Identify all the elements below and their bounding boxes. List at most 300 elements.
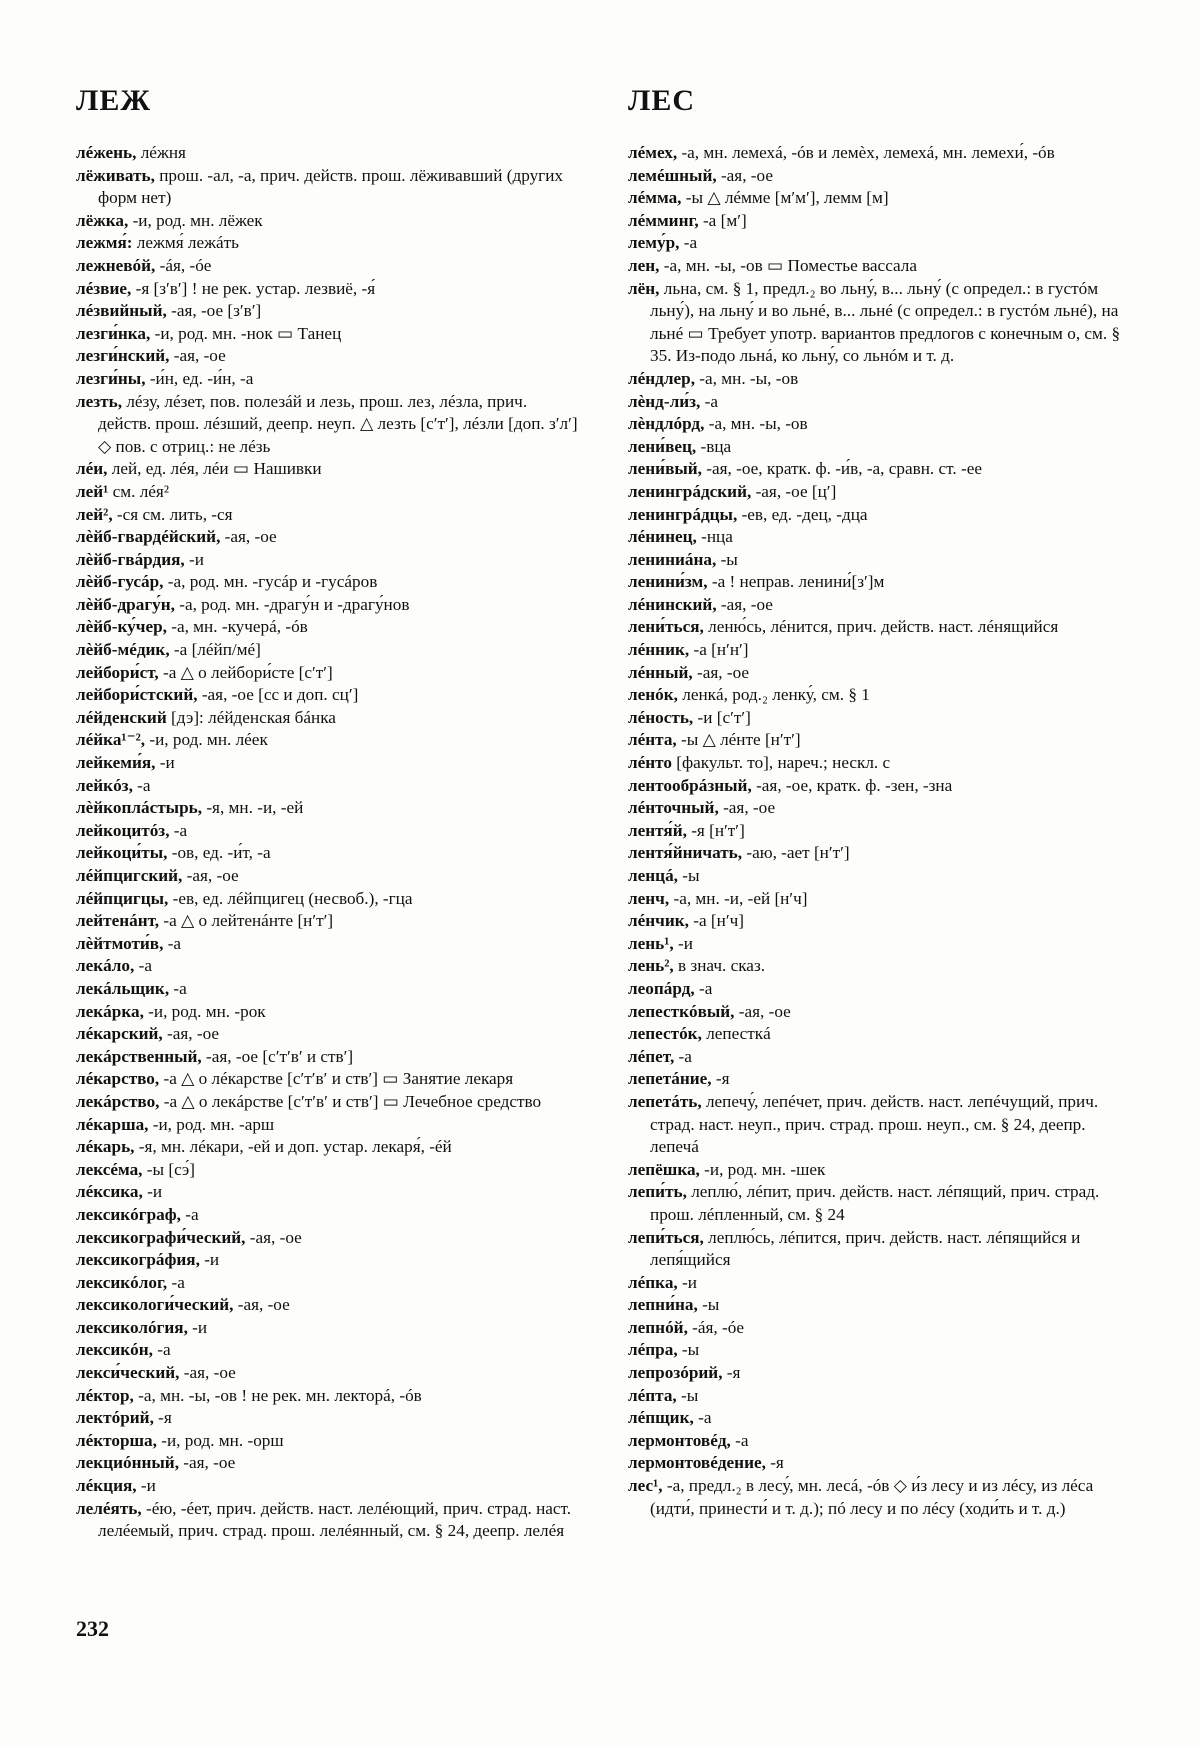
dictionary-entry: [76, 684, 584, 707]
entry-definition: -и: [204, 1250, 220, 1270]
entry-headword: лéйденский: [76, 707, 167, 727]
entry-headword: лекáрка,: [76, 1001, 144, 1021]
entry-definition: -я: [715, 1069, 730, 1089]
entry-definition: -ая, -ое: [186, 866, 239, 885]
entry-definition: лей, ед. лéя, лéи ▭ Нашивки: [111, 459, 322, 479]
entry-headword: лѐйб-драгу́н,: [76, 594, 175, 614]
entry-headword: лекси́ческий,: [76, 1363, 180, 1383]
dictionary-entry: [628, 1181, 1136, 1226]
entry-definition: -и: [147, 1182, 163, 1202]
entry-definition: лéжня: [140, 143, 186, 162]
entry-definition: -а △ о лéкарстве [сʹтʹвʹ и ствʹ] ▭ Занятие лекаря: [163, 1069, 514, 1089]
entry-definition: -ся см. лить, -ся: [116, 504, 233, 524]
dictionary-entry: [628, 797, 1136, 820]
dictionary-entry: [628, 413, 1136, 436]
entry-headword: лениниáна,: [628, 549, 717, 569]
dictionary-entry: [76, 888, 584, 911]
entry-headword: лекáльщик,: [76, 978, 170, 998]
entry-definition: -ая, -ое: [720, 594, 773, 614]
dictionary-entry: [628, 1046, 1136, 1069]
entry-headword: лéкарша,: [76, 1114, 149, 1134]
entry-headword: лѐйб-ку́чер,: [76, 617, 167, 637]
entry-headword: лён,: [628, 278, 660, 298]
entry-definition: -ая, -ое: [183, 1363, 236, 1383]
entry-headword: лермонтовéдение,: [628, 1453, 766, 1473]
dictionary-entry: [628, 1159, 1136, 1182]
entry-headword: лéйпцигцы,: [76, 888, 169, 908]
dictionary-entry: [76, 955, 584, 978]
dictionary-entry: [628, 1339, 1136, 1362]
entry-headword: лéжень,: [76, 143, 137, 162]
running-head-left: ЛЕЖ: [76, 84, 152, 117]
dictionary-entry: [628, 933, 1136, 956]
page-number: 232: [76, 1616, 109, 1641]
entry-headword: лѐйб-мéдик,: [76, 640, 170, 660]
dictionary-entry: [628, 1317, 1136, 1340]
dictionary-entry: [628, 255, 1136, 278]
entry-headword: лепрозóрий,: [628, 1363, 723, 1383]
entry-definition: -ая, -ое: [723, 798, 776, 818]
entry-definition: -а [нʹч]: [693, 911, 744, 931]
entry-definition: [факульт. то], нареч.; нескл. с: [676, 753, 891, 773]
dictionary-entry: [628, 842, 1136, 865]
dictionary-entry: [76, 1046, 584, 1069]
dictionary-entry: [628, 820, 1136, 843]
entry-headword: лени́ться,: [628, 617, 704, 637]
entry-headword: ленини́зм,: [628, 572, 708, 592]
dictionary-entry: [628, 707, 1136, 730]
entry-definition: -а: [185, 1204, 199, 1224]
entry-headword: лезть,: [76, 391, 123, 411]
entry-headword: лексéма,: [76, 1159, 143, 1179]
entry-definition: -а: [173, 820, 188, 840]
entry-headword: лéмминг,: [628, 210, 699, 230]
entry-headword: лéкция,: [76, 1476, 137, 1496]
entry-definition: -а, мн. -ы, -ов: [699, 368, 799, 388]
entry-definition: -и, род. мн. -рок: [148, 1001, 266, 1021]
dictionary-entry: [628, 481, 1136, 504]
entry-definition: -ев, ед. -дец, -дца: [741, 504, 868, 524]
dictionary-entry: [628, 187, 1136, 210]
entry-definition: -аю, -ает [нʹтʹ]: [746, 843, 850, 863]
entry-headword: лепнóй,: [628, 1317, 688, 1337]
entry-headword: лени́вый,: [628, 459, 702, 479]
entry-definition: лепесткá: [706, 1024, 771, 1044]
dictionary-entry: [628, 165, 1136, 188]
dictionary-entry: [628, 888, 1136, 911]
entry-headword: лен,: [628, 255, 660, 275]
dictionary-entry: [76, 300, 584, 323]
dictionary-entry: [628, 526, 1136, 549]
dictionary-entry: [628, 1452, 1136, 1475]
entry-definition: -а, род. мн. -драгу́н и -драгу́нов: [179, 594, 410, 614]
entry-definition: лепечу́, лепéчет, прич. действ. наст. лепéчущий, прич. страд. наст. неуп., прич. страд. прош. неуп., см. § 24, деепр. лепечá: [650, 1091, 1099, 1157]
entry-headword: ленóк,: [628, 685, 678, 705]
entry-definition: -ая, -ое: [237, 1295, 290, 1315]
dictionary-entry: [76, 820, 584, 843]
left-column: [76, 142, 584, 1543]
entry-headword: лепёшка,: [628, 1159, 700, 1179]
entry-headword: лёживать,: [76, 165, 155, 185]
dictionary-entry: [76, 278, 584, 301]
entry-definition: -а, мн. -ы, -ов ▭ Поместье вассала: [663, 255, 918, 275]
entry-definition: -я, мн. -и, -ей: [206, 798, 304, 818]
dictionary-entry: [76, 978, 584, 1001]
dictionary-entry: [628, 1475, 1136, 1520]
dictionary-entry: [628, 1023, 1136, 1046]
dictionary-entry: [76, 1407, 584, 1430]
entry-headword: лéзвийный,: [76, 301, 167, 321]
dictionary-entry: [76, 1294, 584, 1317]
dictionary-entry: [76, 1498, 584, 1543]
entry-definition: -я, мн. лéкари, -ей и доп. устар. лекаря́, -éй: [138, 1137, 452, 1157]
dictionary-entry: [76, 797, 584, 820]
entry-definition: лéзу, лéзет, пов. полезáй и лезь, прош. лез, лéзла, прич. действ. прош. лéзший, деепр. неуп. △ лезть [сʹтʹ], лéзли [доп. зʹлʹ] ◇ пов. с отриц.: не лéзь: [98, 391, 578, 456]
entry-definition: -ая, -ое: [167, 1024, 220, 1044]
entry-headword: лѐйкоплáстырь,: [76, 798, 203, 818]
dictionary-entry: [76, 1068, 584, 1091]
entry-headword: лейкóз,: [76, 775, 133, 795]
entry-definition: -ая, -ое: [720, 165, 773, 185]
dictionary-entry: [628, 1407, 1136, 1430]
dictionary-entry: [76, 933, 584, 956]
entry-headword: лéнный,: [628, 662, 693, 682]
dictionary-entry: [628, 1430, 1136, 1453]
entry-definition: -ев, ед. лéйпцигец (несвоб.), -гца: [172, 888, 413, 908]
dictionary-entry: [76, 752, 584, 775]
entry-definition: прош. -ал, -а, прич. действ. прош. лёживавший (других форм нет): [98, 165, 564, 208]
entry-definition: -нца: [701, 527, 733, 547]
entry-headword: лепетáть,: [628, 1091, 702, 1111]
entry-definition: -ая, -ое [сс и доп. сцʹ]: [201, 685, 359, 705]
entry-definition: -ая, -ое [сʹтʹвʹ и ствʹ]: [206, 1046, 354, 1066]
entry-definition: -а: [138, 956, 152, 976]
running-head-right: ЛЕС: [628, 84, 696, 117]
dictionary-entry: [628, 1068, 1136, 1091]
entry-headword: лéнник,: [628, 640, 690, 660]
entry-definition: -ая, -ое [зʹвʹ]: [171, 301, 262, 321]
entry-definition: -и: [682, 1272, 697, 1292]
entry-definition: -и: [192, 1317, 208, 1337]
dictionary-entry: [628, 1272, 1136, 1295]
dictionary-entry: [76, 662, 584, 685]
entry-definition: ленкá, род.₂ ленку́, см. § 1: [682, 685, 870, 705]
entry-headword: лéкторша,: [76, 1430, 157, 1450]
entry-headword: лéндлер,: [628, 368, 695, 388]
dictionary-entry: [76, 345, 584, 368]
dictionary-entry: [628, 368, 1136, 391]
entry-headword: лекциóнный,: [76, 1453, 179, 1473]
entry-definition: -и, род. мн. лéек: [149, 730, 268, 750]
dictionary-entry: [628, 594, 1136, 617]
entry-headword: леопáрд,: [628, 978, 695, 998]
entry-definition: леню́сь, лéнится, прич. действ. наст. лéнящийся: [708, 617, 1059, 637]
entry-headword: лемéшный,: [628, 165, 717, 185]
entry-definition: -я: [726, 1363, 741, 1383]
dictionary-entry: [76, 142, 584, 165]
dictionary-entry: [76, 1362, 584, 1385]
dictionary-entry: [628, 232, 1136, 255]
entry-headword: лéйка¹⁻²,: [76, 730, 146, 750]
entry-headword: лéпка,: [628, 1272, 678, 1292]
dictionary-entry: [628, 504, 1136, 527]
entry-headword: лѐндлóрд,: [628, 414, 705, 434]
entry-definition: -ы: [681, 1385, 699, 1405]
entry-definition: -áя, -óе: [692, 1317, 744, 1337]
entry-definition: -а, род. мн. -гусáр и -гусáров: [167, 572, 378, 592]
entry-headword: лепи́ться,: [628, 1227, 704, 1247]
dictionary-entry: [76, 616, 584, 639]
entry-headword: лéнто: [628, 753, 672, 773]
entry-definition: -ая, -ое: [249, 1227, 302, 1247]
entry-headword: лермонтовéд,: [628, 1430, 731, 1450]
dictionary-entry: [76, 1227, 584, 1250]
entry-headword: лес¹,: [628, 1476, 663, 1496]
entry-definition: [дэ]: лéйденская бáнка: [171, 707, 336, 727]
dictionary-entry: [76, 458, 584, 481]
dictionary-entry: [628, 955, 1136, 978]
entry-headword: лекáло,: [76, 956, 135, 976]
entry-headword: лепни́на,: [628, 1295, 698, 1315]
dictionary-entry: [76, 910, 584, 933]
dictionary-entry: [76, 526, 584, 549]
entry-definition: -а: [167, 933, 182, 953]
entry-headword: лéпщик,: [628, 1408, 694, 1428]
entry-definition: -а: [157, 1340, 171, 1360]
entry-definition: -а: [173, 978, 187, 998]
entry-headword: лексикогрáфия,: [76, 1250, 200, 1270]
entry-definition: -а, мн. -кучерá, -óв: [171, 617, 308, 637]
entry-definition: -ая, -ое: [697, 662, 750, 682]
dictionary-entry: [628, 458, 1136, 481]
entry-definition: -и: [678, 933, 693, 953]
dictionary-entry: [76, 255, 584, 278]
entry-definition: -и: [140, 1476, 156, 1496]
entry-headword: лень¹,: [628, 933, 674, 953]
entry-definition: -а ! неправ. ленини́[зʹ]м: [711, 572, 885, 592]
entry-headword: лексикографи́ческий,: [76, 1227, 246, 1247]
entry-headword: лéксика,: [76, 1182, 143, 1202]
entry-definition: в знач. сказ.: [678, 956, 766, 976]
entry-definition: лежмя́ лежáть: [136, 233, 239, 253]
entry-headword: ленч,: [628, 888, 670, 908]
dictionary-entry: [76, 1475, 584, 1498]
entry-definition: -а: [137, 775, 151, 795]
dictionary-entry: [76, 775, 584, 798]
entry-headword: лему́р,: [628, 233, 680, 253]
entry-definition: -вца: [700, 436, 732, 456]
entry-headword: лексикóн,: [76, 1340, 153, 1360]
entry-headword: лексиколóгия,: [76, 1317, 188, 1337]
dictionary-entry: [628, 436, 1136, 459]
entry-headword: ленцá,: [628, 866, 678, 885]
entry-definition: -а [лéйп/мé]: [173, 640, 261, 660]
dictionary-entry: [628, 729, 1136, 752]
dictionary-entry: [628, 1362, 1136, 1385]
entry-definition: -и, род. мн. -орш: [161, 1430, 284, 1450]
entry-definition: -и, род. мн. лёжек: [132, 210, 263, 230]
dictionary-entry: [76, 1204, 584, 1227]
entry-headword: лексикóлог,: [76, 1272, 168, 1292]
dictionary-entry: [628, 662, 1136, 685]
dictionary-entry: [76, 504, 584, 527]
entry-headword: лей¹: [76, 481, 109, 501]
entry-definition: -ая, -ое: [173, 346, 226, 366]
dictionary-entry: [628, 1091, 1136, 1159]
entry-headword: лекáрство,: [76, 1091, 160, 1111]
dictionary-entry: [76, 729, 584, 752]
dictionary-entry: [628, 1294, 1136, 1317]
entry-headword: лéпра,: [628, 1340, 678, 1360]
entry-definition: -а: [704, 391, 718, 411]
entry-definition: -ы: [682, 866, 700, 885]
entry-definition: -ы [сэ́]: [146, 1159, 196, 1179]
entry-definition: -а: [735, 1430, 749, 1450]
entry-headword: лéнинец,: [628, 527, 697, 547]
dictionary-entry: [76, 1317, 584, 1340]
dictionary-entry: [76, 594, 584, 617]
entry-definition: -а, мн. -ы, -ов ! не рек. мн. лекторá, -óв: [138, 1385, 422, 1405]
entry-definition: -а, мн. лемехá, -óв и лемѐх, лемехá, мн. лемехи́, -óв: [681, 143, 1055, 162]
entry-headword: лексикологи́ческий,: [76, 1295, 234, 1315]
entry-definition: -и: [189, 549, 204, 569]
entry-definition: -я: [770, 1453, 784, 1473]
entry-definition: -а, предл.₂ в лесу́, мн. лесá, -óв ◇ и́з лесу и из лéсу, из лéса (идти́, принести́ и т. д.); пó лесу и по лéсу (ходи́ть и т. д.): [650, 1476, 1094, 1518]
entry-definition: -ая, -ое, кратк. ф. -и́в, -а, сравн. ст. -ее: [706, 459, 982, 479]
entry-headword: лепетáние,: [628, 1069, 712, 1089]
entry-headword: лепесткóвый,: [628, 1001, 735, 1021]
entry-headword: лéи,: [76, 459, 108, 479]
dictionary-entry: [628, 775, 1136, 798]
entry-headword: лéкарство,: [76, 1069, 160, 1089]
entry-headword: лѐйб-гвáрдия,: [76, 549, 185, 569]
dictionary-entry: [76, 210, 584, 233]
dictionary-entry: [76, 1452, 584, 1475]
entry-headword: лѐйтмоти́в,: [76, 933, 164, 953]
right-column: [628, 142, 1136, 1520]
entry-headword: лень²,: [628, 956, 674, 976]
entry-headword: лейтенáнт,: [76, 911, 160, 931]
entry-headword: лёжка,: [76, 210, 129, 230]
entry-headword: лéмех,: [628, 143, 678, 162]
dictionary-entry: [76, 1181, 584, 1204]
entry-headword: ленингрáдский,: [628, 481, 752, 501]
entry-headword: лéкарь,: [76, 1137, 135, 1157]
dictionary-entry: [76, 1114, 584, 1137]
entry-headword: лéпет,: [628, 1046, 675, 1066]
dictionary-entry: [628, 865, 1136, 888]
entry-headword: лѐйб-гвардéйский,: [76, 527, 221, 547]
entry-headword: лейкоцитóз,: [76, 820, 170, 840]
entry-headword: лейкеми́я,: [76, 753, 156, 773]
entry-definition: -а: [678, 1046, 692, 1066]
entry-definition: -ая, -ое: [224, 527, 277, 547]
dictionary-entry: [628, 1385, 1136, 1408]
entry-definition: -я [нʹтʹ]: [691, 820, 745, 840]
entry-definition: леплю́сь, лéпится, прич. действ. наст. лéпящийся и лепя́щийся: [650, 1227, 1081, 1270]
dictionary-entry: [76, 1159, 584, 1182]
entry-definition: -ая, -ое: [738, 1001, 791, 1021]
entry-headword: лепи́ть,: [628, 1182, 687, 1202]
entry-definition: -а △ о лекáрстве [сʹтʹвʹ и ствʹ] ▭ Лечебное средство: [163, 1091, 542, 1111]
entry-definition: -а [нʹнʹ]: [693, 640, 749, 660]
dictionary-entry: [628, 210, 1136, 233]
entry-definition: -я [зʹвʹ] ! не рек. устар. лезвиё, -я́: [135, 278, 376, 298]
entry-headword: лéность,: [628, 707, 694, 727]
entry-headword: лексикóграф,: [76, 1204, 181, 1224]
entry-headword: ленингрáдцы,: [628, 504, 738, 524]
entry-headword: лезги́ны,: [76, 368, 146, 388]
entry-definition: -я: [158, 1408, 172, 1428]
entry-headword: лейкоци́ты,: [76, 843, 168, 863]
entry-headword: лентя́й,: [628, 820, 687, 840]
entry-definition: -ая, -ое [цʹ]: [755, 481, 837, 501]
entry-definition: -ов, ед. -и́т, -а: [171, 843, 271, 863]
dictionary-entry: [76, 1385, 584, 1408]
dictionary-entry: [76, 1001, 584, 1024]
entry-headword: лѐйб-гусáр,: [76, 572, 164, 592]
entry-headword: лектóрий,: [76, 1408, 154, 1428]
entry-definition: -ы: [720, 549, 738, 569]
entry-definition: -ы: [702, 1295, 720, 1315]
dictionary-entry: [628, 278, 1136, 368]
dictionary-entry: [628, 1001, 1136, 1024]
dictionary-entry: [76, 1091, 584, 1114]
entry-headword: лени́вец,: [628, 436, 697, 456]
entry-definition: -ы: [681, 1340, 700, 1360]
entry-headword: лéнта,: [628, 730, 677, 750]
entry-headword: лезги́нский,: [76, 346, 170, 366]
entry-definition: -а: [171, 1272, 185, 1292]
entry-definition: -а: [683, 233, 698, 253]
entry-definition: -а: [698, 1408, 712, 1428]
entry-definition: -и, род. мн. -нок ▭ Танец: [154, 323, 342, 343]
dictionary-entry: [76, 571, 584, 594]
dictionary-entry: [76, 865, 584, 888]
entry-headword: лѐнд-ли́з,: [628, 391, 701, 411]
entry-definition: -ы △ лéмме [мʹмʹ], лемм [м]: [685, 188, 889, 208]
entry-definition: -и́н, ед. -и́н, -а: [149, 368, 254, 388]
entry-headword: лéпта,: [628, 1385, 677, 1405]
entry-definition: -и, род. мн. -арш: [152, 1114, 275, 1134]
entry-headword: лей²,: [76, 504, 113, 524]
dictionary-entry: [628, 616, 1136, 639]
dictionary-entry: [76, 1430, 584, 1453]
entry-definition: леплю́, лéпит, прич. действ. наст. лéпящий, прич. страд. прош. лéпленный, см. § 24: [650, 1182, 1100, 1224]
entry-headword: лéзвие,: [76, 278, 132, 298]
dictionary-entry: [76, 842, 584, 865]
entry-headword: лейбори́ст,: [76, 662, 159, 682]
dictionary-entry: [76, 639, 584, 662]
entry-definition: -ая, -ое: [183, 1453, 236, 1473]
entry-definition: -éю, -éет, прич. действ. наст. лелéющий, прич. страд. наст. лелéемый, прич. страд. прош. лелéянный, см. § 24, деепр. лелéя: [98, 1498, 572, 1541]
entry-headword: лéктор,: [76, 1385, 134, 1405]
dictionary-entry: [76, 323, 584, 346]
dictionary-entry: [628, 391, 1136, 414]
dictionary-entry: [76, 391, 584, 459]
entry-definition: -и [сʹтʹ]: [697, 707, 751, 727]
dictionary-entry: [628, 639, 1136, 662]
entry-definition: -а, мн. -ы, -ов: [708, 414, 808, 434]
dictionary-entry: [628, 549, 1136, 572]
entry-headword: лéкарский,: [76, 1024, 163, 1044]
entry-definition: -и: [159, 753, 175, 773]
entry-definition: -а, мн. -и, -ей [нʹч]: [673, 888, 808, 908]
entry-definition: -и, род. мн. -шек: [704, 1159, 826, 1179]
entry-definition: -ы △ лéнте [нʹтʹ]: [681, 730, 801, 750]
entry-headword: лезги́нка,: [76, 323, 151, 343]
entry-headword: лекáрственный,: [76, 1046, 202, 1066]
